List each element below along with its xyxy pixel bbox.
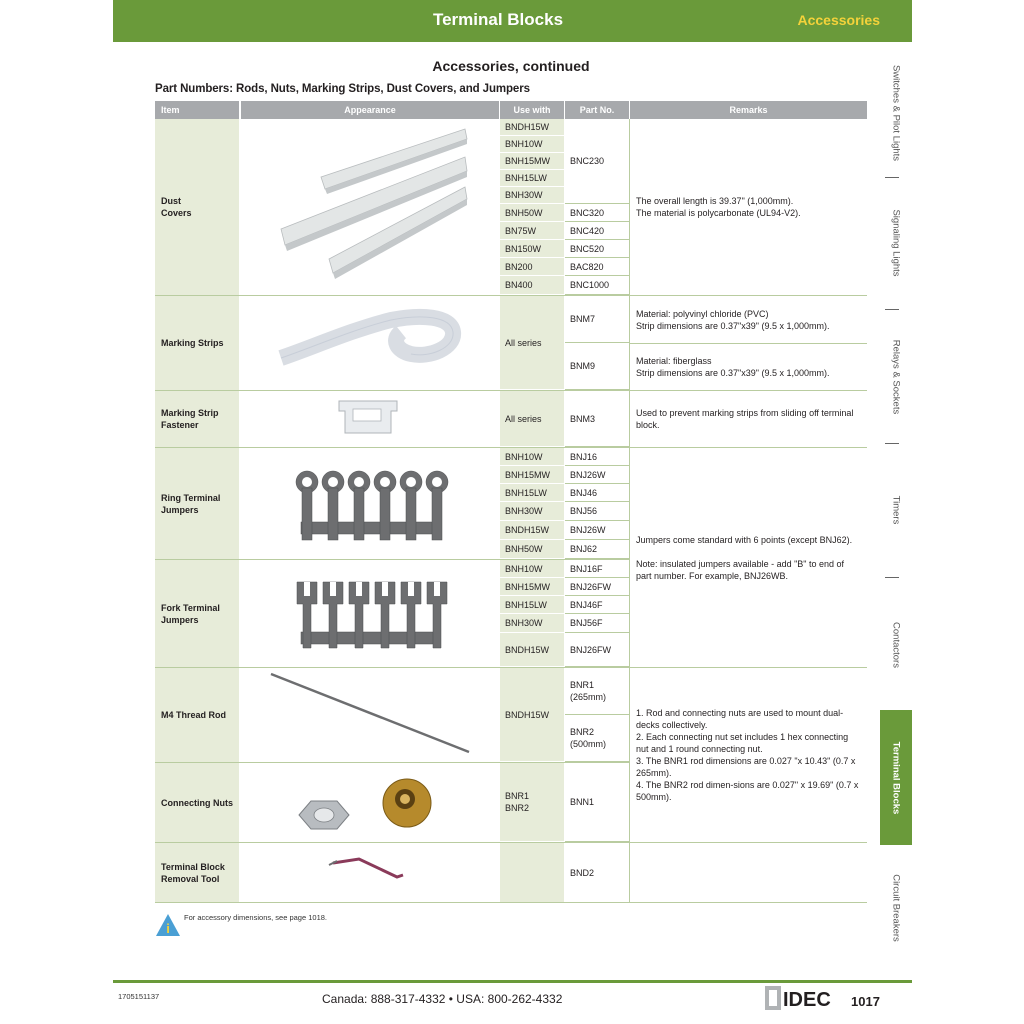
- part-no-cell: BNJ26W: [565, 466, 629, 484]
- part-no-cell: BNJ16: [565, 448, 629, 466]
- part-no-cell: BNR2 (500mm): [565, 715, 629, 762]
- remarks-jumpers: Jumpers come standard with 6 points (except BNJ62). Note: insulated jumpers available - add "B" to end of part number. For example, BNJ26WB.: [630, 448, 867, 667]
- use-with-cell: BN200: [500, 258, 564, 276]
- side-separator: [885, 577, 899, 578]
- part-no-cell: BNJ16F: [565, 560, 629, 578]
- use-with-cell: BNH10W: [500, 448, 564, 466]
- part-no-cell: BNC320: [565, 204, 629, 222]
- col-remarks: Remarks: [630, 101, 867, 119]
- row-divider: [155, 667, 867, 668]
- remarks-rod-nuts: 1. Rod and connecting nuts are used to mount dual-decks collectively. 2. Each connecting nut set includes 1 hex connecting nut and 1 round connecting nut. 3. The BNR1 rod dimensions are 0.027 "x 10.43" (0.7 x 265mm). 4. The BNR2 rod dimen-sions are 0.027" x 19.69" (0.7 x 500mm).: [630, 668, 867, 842]
- image-fork-jumpers: [241, 560, 499, 667]
- document-id: 1705151137: [118, 992, 160, 1001]
- side-tab-contactors[interactable]: Contactors: [890, 622, 902, 668]
- part-no-cell: BNC1000: [565, 276, 629, 295]
- remarks-dust-covers: The overall length is 39.37" (1,000mm). The material is polycarbonate (UL94-V2).: [630, 119, 867, 295]
- hex-nut: [299, 801, 349, 829]
- use-with-cell: BNR1 BNR2: [500, 763, 564, 842]
- item-thread-rod: M4 Thread Rod: [155, 668, 239, 762]
- use-with-cell: BNH30W: [500, 614, 564, 633]
- item-fork-jumpers: Fork Terminal Jumpers: [155, 560, 239, 667]
- side-tab-timers[interactable]: Timers: [890, 495, 902, 525]
- idec-logo: [765, 986, 847, 1017]
- parts-table: [155, 101, 867, 903]
- part-no-cell: BNR1 (265mm): [565, 668, 629, 715]
- part-no-cell: BNJ62: [565, 540, 629, 559]
- image-marking-strip-roll: [241, 296, 499, 390]
- use-with-cell: BNH10W: [500, 136, 564, 153]
- remarks-bnm9: Material: fiberglass Strip dimensions are 0.37"x39" (9.5 x 1,000mm).: [630, 343, 867, 390]
- part-no-cell: BNJ46: [565, 484, 629, 502]
- use-with-cell: BN150W: [500, 240, 564, 258]
- use-with-cell: BNH15MW: [500, 578, 564, 596]
- use-with-cell: BNH30W: [500, 502, 564, 521]
- image-fastener: [241, 391, 499, 447]
- image-dust-covers: [241, 119, 499, 295]
- item-connecting-nuts: Connecting Nuts: [155, 763, 239, 842]
- side-separator: [885, 177, 899, 178]
- part-no-cell: BNC420: [565, 222, 629, 240]
- use-with-cell: BNH15LW: [500, 596, 564, 614]
- col-appearance: Appearance: [241, 101, 499, 119]
- use-with-cell: BNDH15W: [500, 668, 564, 762]
- use-with-cell: All series: [500, 391, 564, 447]
- use-with-cell: [500, 843, 564, 903]
- use-with-cell: BN400: [500, 276, 564, 295]
- item-ring-jumpers: Ring Terminal Jumpers: [155, 448, 239, 559]
- contact-phones: Canada: 888-317-4332 • USA: 800-262-4332: [322, 992, 563, 1006]
- svg-text:IDEC: IDEC: [783, 989, 831, 1011]
- row-divider: [155, 842, 867, 843]
- remarks-fastener: Used to prevent marking strips from sliding off terminal block.: [630, 391, 867, 447]
- side-tab-signaling[interactable]: Signaling Lights: [890, 208, 902, 277]
- dimensions-note: For accessory dimensions, see page 1018.: [184, 913, 327, 922]
- use-with-cell: BN75W: [500, 222, 564, 240]
- page-number: 1017: [851, 994, 880, 1009]
- part-no-cell: BNJ46F: [565, 596, 629, 614]
- use-with-cell: BNDH15W: [500, 633, 564, 667]
- use-with-cell: BNH50W: [500, 204, 564, 222]
- part-no-cell: BNJ26FW: [565, 633, 629, 667]
- row-divider: [155, 902, 867, 903]
- image-ring-jumpers: [241, 448, 499, 559]
- side-tab-relays[interactable]: Relays & Sockets: [890, 339, 902, 415]
- use-with-cell: BNH50W: [500, 540, 564, 559]
- part-no-cell: BAC820: [565, 258, 629, 276]
- col-item: Item: [155, 101, 239, 119]
- use-with-cell: BNH15MW: [500, 466, 564, 484]
- image-removal-tool: [241, 843, 499, 903]
- use-with-cell: BNDH15W: [500, 521, 564, 540]
- row-divider: [155, 390, 867, 391]
- col-use-with: Use with: [500, 101, 564, 119]
- use-with-cell: BNDH15W: [500, 119, 564, 136]
- side-tab-switches[interactable]: Switches & Pilot Lights: [890, 64, 902, 161]
- side-tab-circuit-breakers[interactable]: Circuit Breakers: [890, 873, 902, 942]
- use-with-cell: BNH15LW: [500, 170, 564, 187]
- part-no-cell: BND2: [565, 843, 629, 903]
- remarks-removal-tool: [630, 843, 867, 903]
- part-no-cell: BNJ56F: [565, 614, 629, 633]
- table-subtitle: Part Numbers: Rods, Nuts, Marking Strips, Dust Covers, and Jumpers: [155, 83, 530, 95]
- row-divider: [630, 343, 867, 344]
- part-no-cell: BNJ26FW: [565, 578, 629, 596]
- header-section: Accessories: [797, 12, 880, 28]
- page-title: Accessories, continued: [432, 58, 590, 74]
- row-divider: [155, 447, 867, 448]
- side-separator: [885, 309, 899, 310]
- use-with-cell: BNH15MW: [500, 153, 564, 170]
- part-no-cell: BNC230: [565, 119, 629, 204]
- part-no-cell: BNM9: [565, 343, 629, 390]
- svg-text:i: i: [166, 921, 170, 936]
- item-fastener: Marking Strip Fastener: [155, 391, 239, 447]
- row-divider: [155, 559, 630, 560]
- side-separator: [885, 443, 899, 444]
- part-no-cell: BNM7: [565, 296, 629, 343]
- page-header: [113, 0, 912, 42]
- part-no-cell: BNM3: [565, 391, 629, 447]
- image-thread-rod: [241, 668, 499, 762]
- part-no-cell: BNJ56: [565, 502, 629, 521]
- row-divider: [155, 762, 630, 763]
- row-divider: [155, 295, 867, 296]
- image-connecting-nuts: [241, 763, 499, 842]
- part-no-cell: BNJ26W: [565, 521, 629, 540]
- item-marking-strips: Marking Strips: [155, 296, 239, 390]
- part-no-cell: BNN1: [565, 763, 629, 842]
- info-warning-icon: [155, 913, 181, 942]
- round-nut: [383, 779, 431, 827]
- remarks-bnm7: Material: polyvinyl chloride (PVC) Strip dimensions are 0.37"x39" (9.5 x 1,000mm).: [630, 296, 867, 343]
- footer-rule: [113, 980, 912, 983]
- use-with-cell: All series: [500, 296, 564, 390]
- item-removal-tool: Terminal Block Removal Tool: [155, 843, 239, 903]
- part-no-cell: BNC520: [565, 240, 629, 258]
- use-with-cell: BNH10W: [500, 560, 564, 578]
- column-divider: [629, 119, 630, 903]
- header-title: Terminal Blocks: [432, 10, 564, 29]
- use-with-cell: BNH15LW: [500, 484, 564, 502]
- col-part-no: Part No.: [565, 101, 629, 119]
- side-tab-terminal-blocks[interactable]: Terminal Blocks: [880, 710, 912, 845]
- item-dust-covers: Dust Covers: [155, 119, 239, 295]
- use-with-cell: BNH30W: [500, 187, 564, 204]
